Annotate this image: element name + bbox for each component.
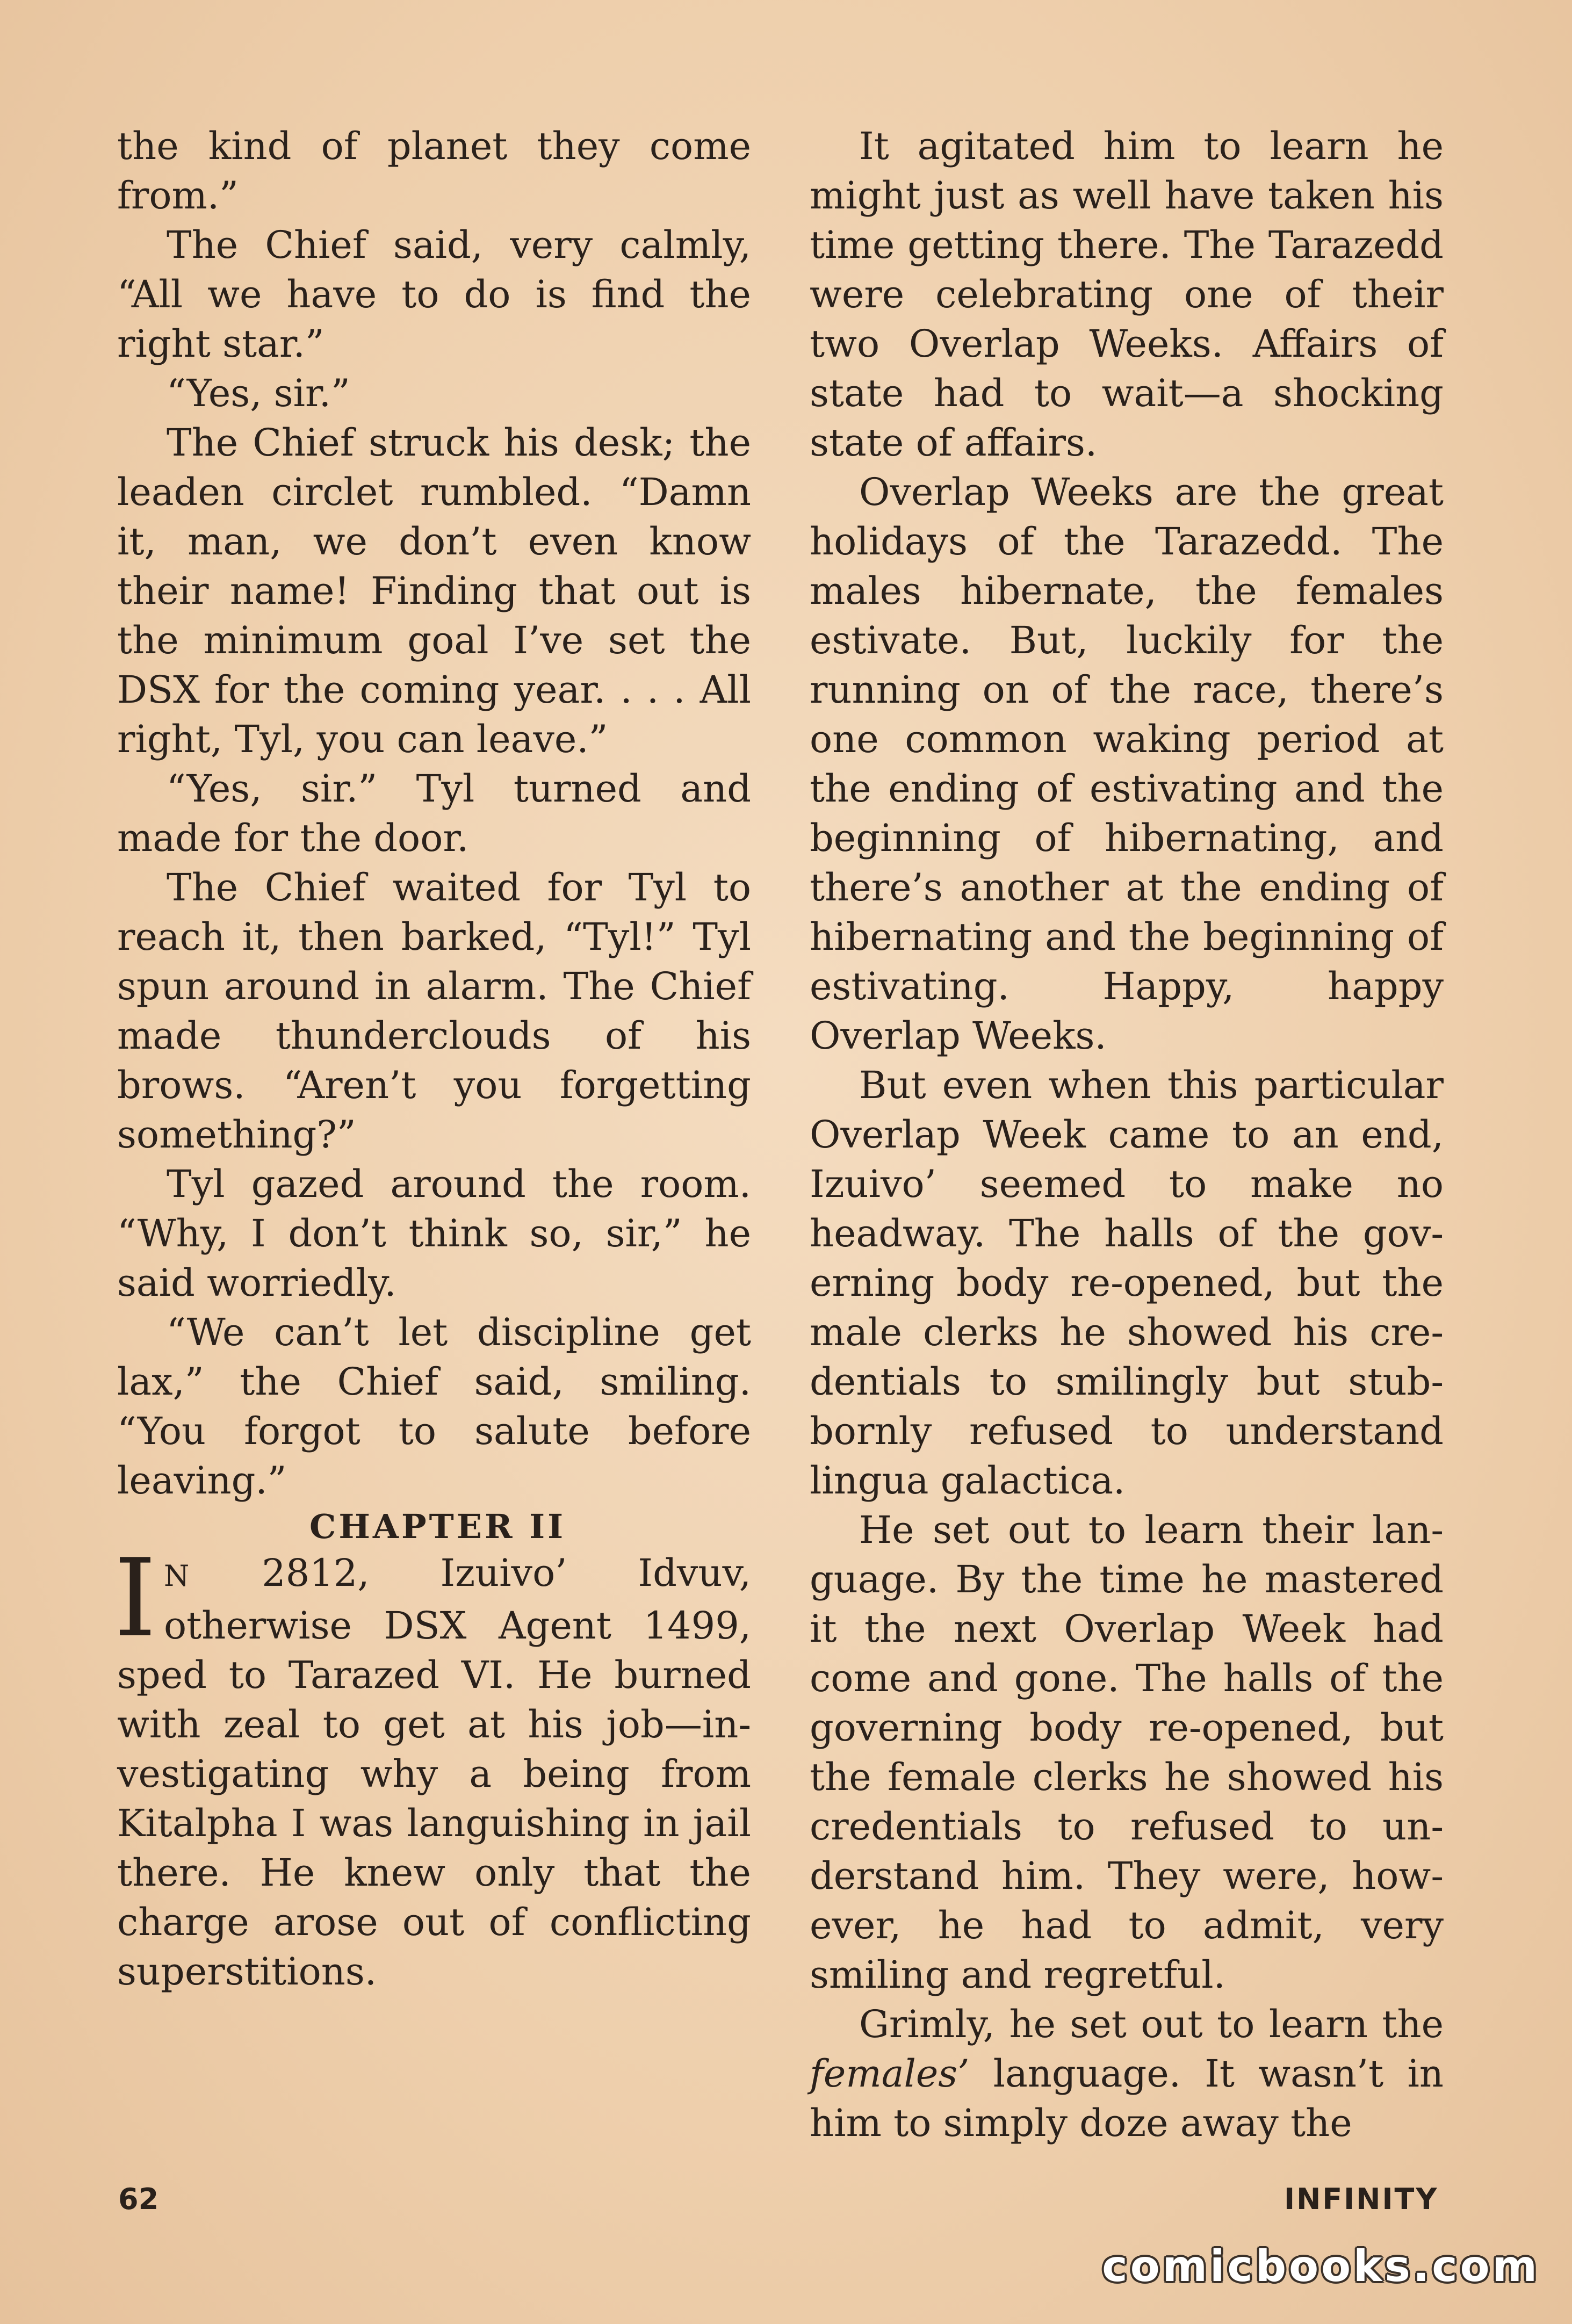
paragraph: “Yes, sir.” Tyl turned and made for the door.	[117, 767, 751, 860]
paragraph: It agitated him to learn he might just as well have taken his time getting there. The Tarazedd were celebrating one of their two Overlap Weeks. Affairs of state had to wait—a shocking state of affairs.	[810, 124, 1444, 465]
paragraph-text: 2812, Izuivo’ Idvuv, otherwise DSX Agent 1499, sped to Tarazed VI. He burned with zeal to get at his job—investigating why a being from Kitalpha I was languishing in jail there. He knew only that the charge arose out of conflicting superstitions.	[117, 1551, 751, 1994]
paragraph	[810, 2000, 1444, 2148]
watermark: comicbooks.com	[1102, 2241, 1540, 2291]
chapter-heading: CHAPTER II	[309, 1507, 566, 1546]
left-text-column	[114, 121, 751, 1996]
paragraph: “We can’t let discipline get lax,” the Chief said, smiling. “You forgot to salute before leaving.”	[117, 1310, 751, 1503]
paragraph: “Yes, sir.”	[167, 371, 350, 415]
page-number: 62	[118, 2182, 159, 2216]
paragraph: But even when this particular Overlap Week came to an end, Izuivo’ seemed to make no headway. The halls of the governing body re-opened, but the male clerks he showed his credentials to smilingly but stubbornly refused to understand lingua galactica.	[810, 1063, 1444, 1503]
paragraph-text: Grimly, he set out to learn the	[859, 2002, 1444, 2046]
small-caps-lead: N	[164, 1559, 191, 1593]
paragraph: Overlap Weeks are the great holidays of the Tarazedd. The males hibernate, the females estivate. But, luckily for the running on of the race, there’s one common waking period at the ending of estivating and the beginning of hibernating, and there’s another at the ending of hibernating and the beginning of estivating. Happy, happy Overlap Weeks.	[810, 470, 1444, 1058]
paragraph-text: language. It wasn’t in him to simply doze away the	[810, 2052, 1444, 2145]
drop-cap: I	[114, 1536, 157, 1661]
chapter-opening-paragraph	[114, 1536, 751, 1996]
magazine-title: INFINITY	[1284, 2182, 1439, 2216]
paragraph: He set out to learn their language. By the time he mastered it the next Overlap Week had come and gone. The halls of the governing body re-opened, but the female clerks he showed his credentials to refused to understand him. They were, however, he had to admit, very smiling and regretful.	[810, 1508, 1444, 1997]
paragraph: Tyl gazed around the room. “Why, I don’t think so, sir,” he said worriedly.	[117, 1162, 751, 1305]
paragraph: The Chief waited for Tyl to reach it, then barked, “Tyl!” Tyl spun around in alarm. The Chief made thunderclouds of his brows. “Aren’t you forgetting something?”	[117, 865, 751, 1157]
paragraph: The Chief said, very calmly, “All we have to do is find the right star.”	[117, 223, 751, 366]
paragraph: the kind of planet they come from.”	[117, 124, 751, 218]
paragraph: The Chief struck his desk; the leaden circlet rumbled. “Damn it, man, we don’t even know their name! Finding that out is the minimum goal I’ve set the DSX for the coming year. . . . All right, Tyl, you can leave.”	[117, 421, 751, 761]
right-text-column	[810, 121, 1444, 2148]
italic-text: females’	[810, 2052, 970, 2096]
